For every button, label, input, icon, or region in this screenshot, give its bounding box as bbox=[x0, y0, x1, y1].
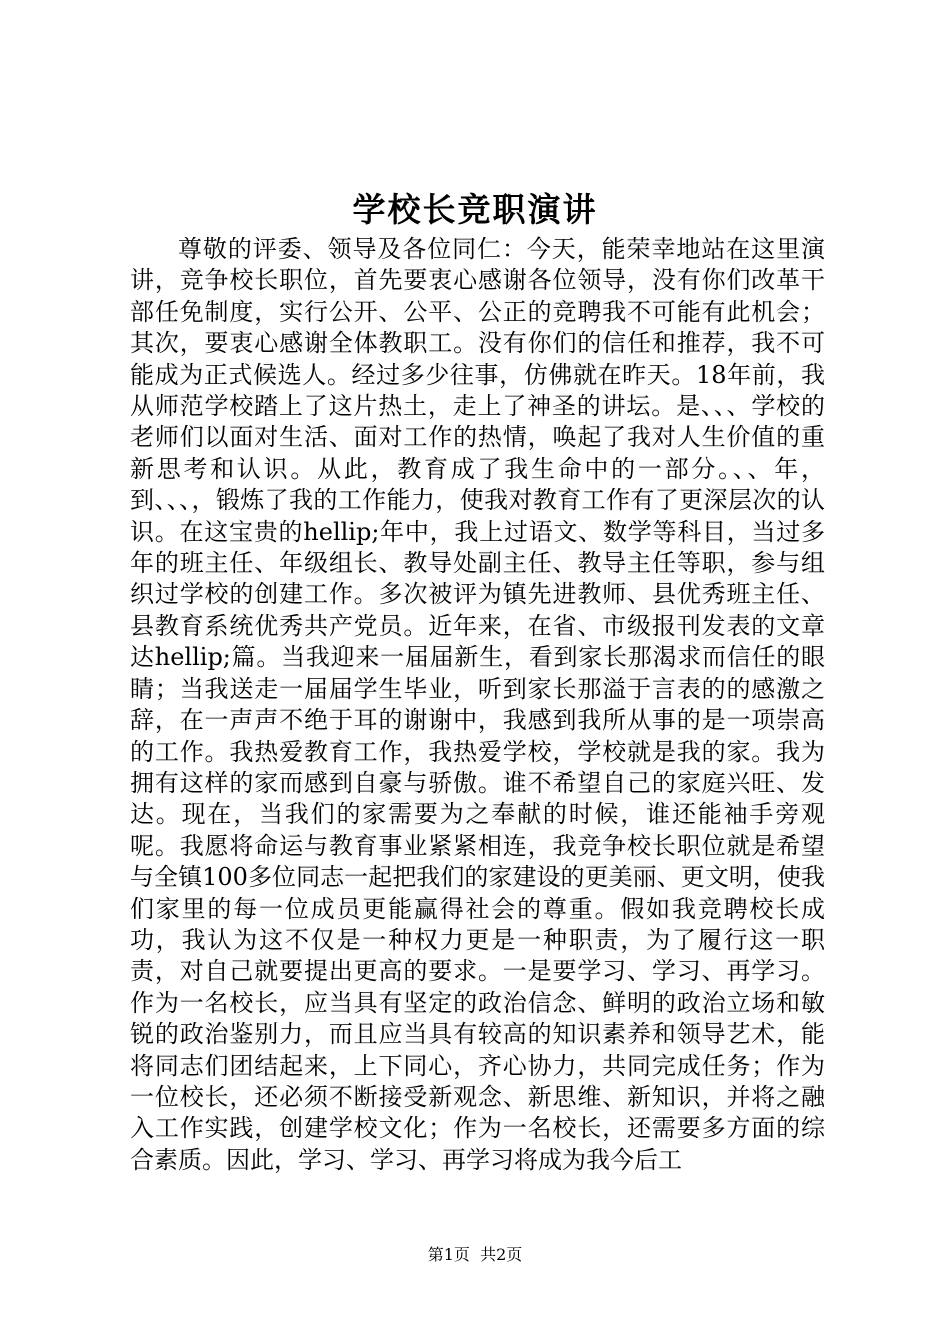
page-number: 第1页 bbox=[427, 1245, 470, 1264]
footer-spacer bbox=[470, 1245, 480, 1264]
document-title: 学校长竞职演讲 bbox=[352, 190, 598, 229]
total-pages: 共2页 bbox=[480, 1245, 523, 1264]
page-footer bbox=[0, 1244, 950, 1266]
body-paragraph: 尊敬的评委、领导及各位同仁：今天，能荣幸地站在这里演讲，竞争校长职位，首先要衷心感谢各位领导，没有你们改革干部任免制度，实行公开、公平、公正的竞聘我不可能有此机会；其次，要衷心感谢全体教职工。没有你们的信任和推荐，我不可能成为正式候选人。经过多少往事，仿佛就在昨天。18年前，我从师范学校踏上了这片热土，走上了神圣的讲坛。是、、、学校的老师们以面对生活、面对工作的热情，唤起了我对人生价值的重新思考和认识。从此，教育成了我生命中的一部分。、、年，到、、、，锻炼了我的工作能力，使我对教育工作有了更深层次的认识。在这宝贵的hellip;年中，我上过语文、数学等科目，当过多年的班主任、年级组长、教导处副主任、教导主任等职，参与组织过学校的创建工作。多次被评为镇先进教师、县优秀班主任、县教育系统优秀共产党员。近年来，在省、市级报刊发表的文章达hellip;篇。当我迎来一届届新生，看到家长那渴求而信任的眼睛；当我送走一届届学生毕业，听到家长那溢于言表的的感激之辞，在一声声不绝于耳的谢谢中，我感到我所从事的是一项崇高的工作。我热爱教育工作，我热爱学校，学校就是我的家。我为拥有这样的家而感到自豪与骄傲。谁不希望自己的家庭兴旺、发达。现在，当我们的家需要为之奉献的时候，谁还能袖手旁观呢。我愿将命运与教育事业紧紧相连，我竞争校长职位就是希望与全镇100多位同志一起把我们的家建设的更美丽、更文明，使我们家里的每一位成员更能赢得社会的尊重。假如我竞聘校长成功，我认为这不仅是一种权力更是一种职责，为了履行这一职责，对自己就要提出更高的要求。一是要学习、学习、再学习。作为一名校长，应当具有坚定的政治信念、鲜明的政治立场和敏锐的政治鉴别力，而且应当具有较高的知识素养和领导艺术，能将同志们团结起来，上下同心，齐心协力，共同完成任务；作为一位校长，还必须不断接受新观念、新思维、新知识，并将之融入工作实践，创建学校文化；作为一名校长，还需要多方面的综合素质。因此，学习、学习、再学习将成为我今后工 bbox=[130, 235, 825, 1174]
